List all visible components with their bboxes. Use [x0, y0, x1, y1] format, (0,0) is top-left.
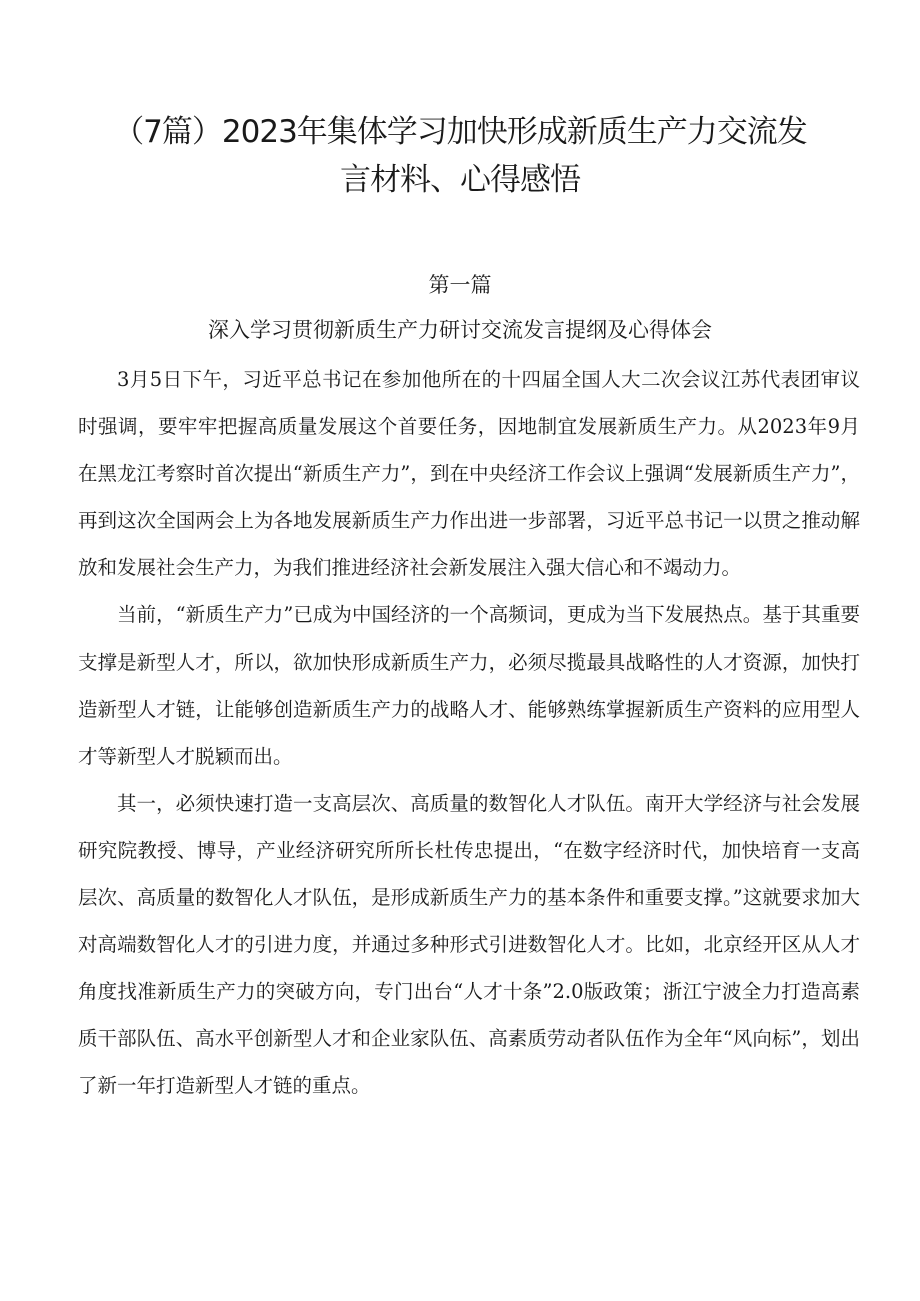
paragraph-2: 当前，“新质生产力”已成为中国经济的一个高频词，更成为当下发展热点。基于其重要支撑是新型人才，所以，欲加快形成新质生产力，必须尽揽最具战略性的人才资源，加快打造新型人才链，让能够创造新质生产力的战略人才、能够熟练掌握新质生产资料的应用型人才等新型人才脱颖而出。 [78, 603, 860, 768]
paragraph-1: 3月5日下午，习近平总书记在参加他所在的十四届全国人大二次会议江苏代表团审议时强调，要牢牢把握高质量发展这个首要任务，因地制宜发展新质生产力。从2023年9月在黑龙江考察时首次提出“新质生产力”，到在中央经济工作会议上强调“发展新质生产力”，再到这次全国两会上为各地发展新质生产力作出进一步部署，习近平总书记一以贯之推动解放和发展社会生产力，为我们推进经济社会新发展注入强大信心和不竭动力。 [78, 368, 860, 580]
section-title: 深入学习贯彻新质生产力研讨交流发言提纲及心得体会 [208, 318, 712, 342]
title-line-1: （7篇）2023年集体学习加快形成新质生产力交流发 [113, 114, 807, 150]
body-text [78, 356, 860, 1110]
document-title [60, 108, 860, 204]
section-number: 第一篇 [428, 273, 492, 297]
title-line-2: 言材料、心得感悟 [340, 162, 580, 198]
paragraph-3: 其一，必须快速打造一支高层次、高质量的数智化人才队伍。南开大学经济与社会发展研究院教授、博导，产业经济研究所所长杜传忠提出，“在数字经济时代，加快培育一支高层次、高质量的数智化人才队伍，是形成新质生产力的基本条件和重要支撑。”这就要求加大对高端数智化人才的引进力度，并通过多种形式引进数智化人才。比如，北京经开区从人才角度找准新质生产力的突破方向，专门出台“人才十条”2.0版政策；浙江宁波全力打造高素质干部队伍、高水平创新型人才和企业家队伍、高素质劳动者队伍作为全年“风向标”，划出了新一年打造新型人才链的重点。 [78, 791, 860, 1098]
